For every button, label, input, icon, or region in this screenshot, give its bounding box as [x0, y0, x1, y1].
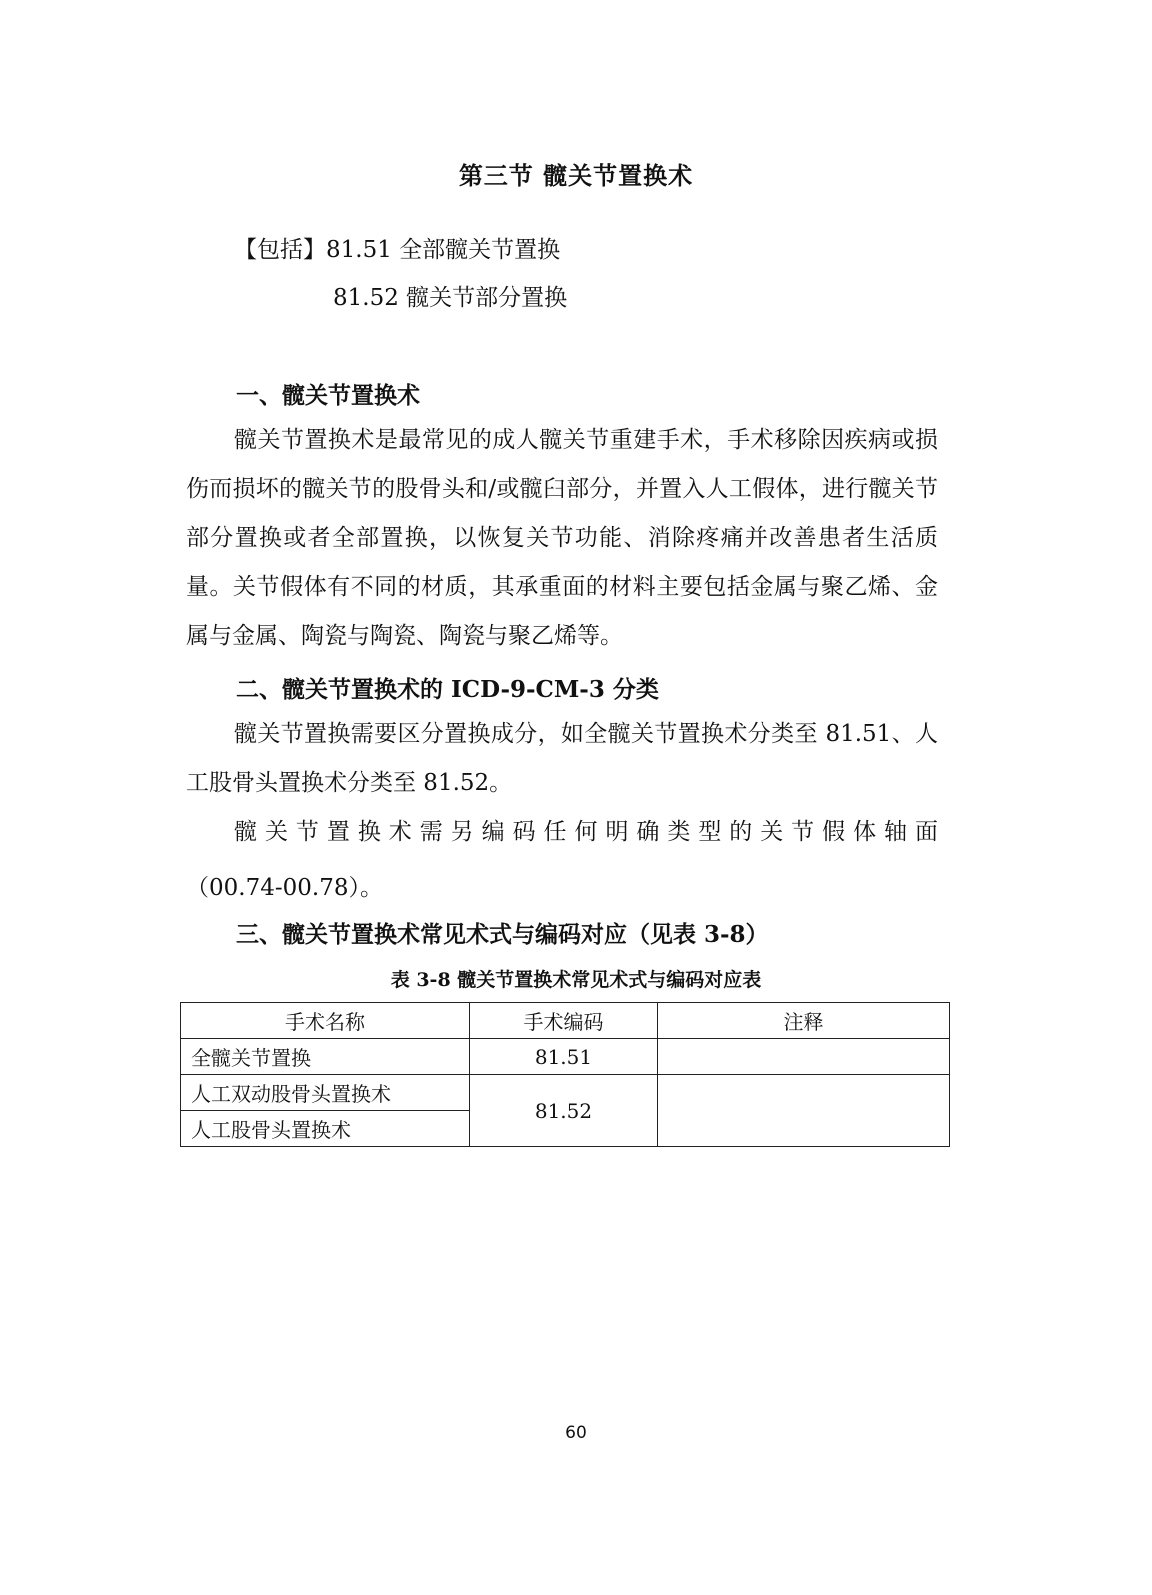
- cell-procedure-code: 81.52: [470, 1075, 658, 1147]
- cell-notes: [658, 1075, 950, 1147]
- paragraph-2: 髋关节置换需要区分置换成分，如全髋关节置换术分类至 81.51、人工股骨头置换术分类至 81.52。: [186, 721, 938, 796]
- header-procedure-code: 手术编码: [470, 1003, 658, 1039]
- includes-line-2: 81.52 髋关节部分置换: [333, 285, 568, 311]
- cell-notes: [658, 1039, 950, 1075]
- table-caption: 表 3-8 髋关节置换术常见术式与编码对应表: [390, 969, 762, 991]
- page-number: 60: [565, 1423, 587, 1443]
- cell-procedure-name: 人工双动股骨头置换术: [181, 1075, 470, 1111]
- heading-3: 三、髋关节置换术常见术式与编码对应（见表 3-8）: [236, 921, 769, 948]
- cell-procedure-code: 81.51: [470, 1039, 658, 1075]
- paragraph-1: 髋关节置换术是最常见的成人髋关节重建手术，手术移除因疾病或损伤而损坏的髋关节的股骨头和/或髋臼部分，并置入人工假体，进行髋关节部分置换或者全部置换，以恢复关节功能、消除疼痛并改善患者生活质量。关节假体有不同的材质，其承重面的材料主要包括金属与聚乙烯、金属与金属、陶瓷与陶瓷、陶瓷与聚乙烯等。: [186, 427, 938, 649]
- cell-procedure-name: 人工股骨头置换术: [181, 1111, 470, 1147]
- code-table: [180, 1002, 950, 1147]
- cell-procedure-name: 全髋关节置换: [181, 1039, 470, 1075]
- section-title: 第三节 髋关节置换术: [458, 161, 694, 190]
- heading-1: 一、髋关节置换术: [236, 382, 420, 409]
- paragraph-3-line-2: （00.74-00.78）。: [186, 875, 383, 901]
- header-notes: 注释: [658, 1003, 950, 1039]
- paragraph-3-line-1: 髋关节置换术需另编码任何明确类型的关节假体轴面: [234, 819, 938, 845]
- table-row: [181, 1039, 950, 1075]
- includes-line-1: 【包括】81.51 全部髋关节置换: [234, 237, 561, 263]
- header-procedure-name: 手术名称: [181, 1003, 470, 1039]
- table-row: [181, 1075, 950, 1111]
- table-header-row: [181, 1003, 950, 1039]
- heading-2: 二、髋关节置换术的 ICD-9-CM-3 分类: [236, 676, 659, 703]
